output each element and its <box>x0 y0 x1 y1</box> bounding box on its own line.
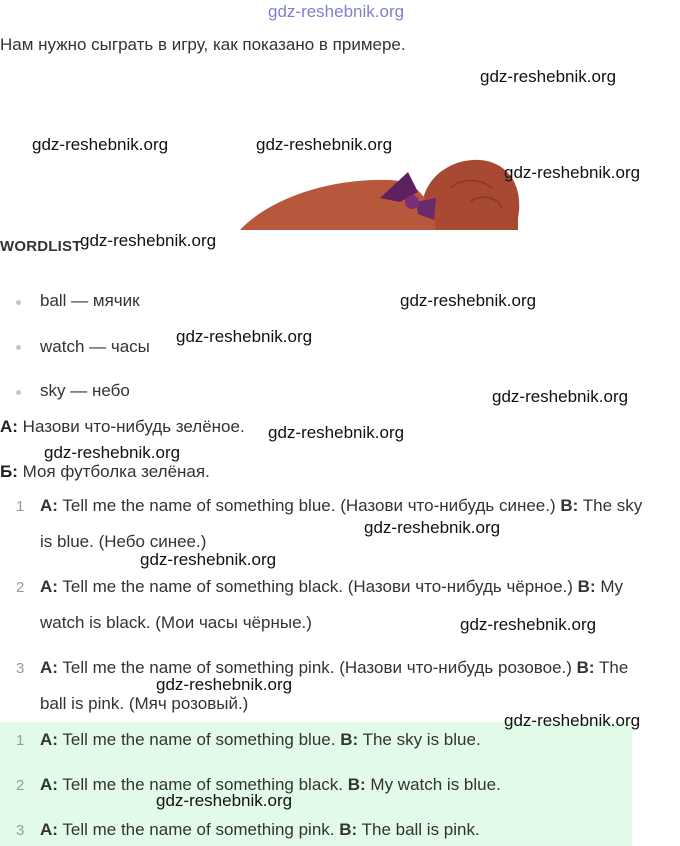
answer-number: 1 <box>16 732 25 749</box>
watermark: gdz-reshebnik.org <box>504 711 641 730</box>
girl-hair-illustration <box>240 158 522 230</box>
watermark: gdz-reshebnik.org <box>504 163 641 182</box>
exercise-number: 3 <box>16 660 25 677</box>
exercise-line <box>40 658 628 678</box>
speaker-b-label: B: <box>347 775 366 794</box>
speaker-a-label: A: <box>40 730 58 749</box>
exercise-text: The sky <box>578 496 643 515</box>
answer-text: Tell me the name of something pink. <box>57 820 340 839</box>
exercise-line-cont: ball is pink. (Мяч розовый.) <box>40 694 249 713</box>
exercise-text: Tell me the name of something black. (Назови что-нибудь чёрное.) <box>57 577 578 596</box>
bullet-icon <box>16 390 21 395</box>
speaker-a-label: A: <box>40 496 58 515</box>
watermark: gdz-reshebnik.org <box>268 423 405 442</box>
watermark: gdz-reshebnik.org <box>480 67 617 86</box>
speaker-b-label: B: <box>340 730 359 749</box>
example-b-text: Моя футболка зелёная. <box>17 462 210 481</box>
speaker-b-label: B: <box>339 820 358 839</box>
watermark: gdz-reshebnik.org <box>364 518 501 537</box>
watermark: gdz-reshebnik.org <box>32 135 169 154</box>
exercise-text: My <box>595 577 624 596</box>
answer-line <box>40 730 481 750</box>
exercise-text: Tell me the name of something pink. (Назови что-нибудь розовое.) <box>57 658 577 677</box>
speaker-a-label: A: <box>40 820 58 839</box>
exercise-line <box>40 577 623 597</box>
watermark: gdz-reshebnik.org <box>44 443 181 462</box>
bullet-icon <box>16 345 21 350</box>
speaker-a-label: A: <box>40 577 58 596</box>
watermark-top: gdz-reshebnik.org <box>268 2 405 21</box>
watermark: gdz-reshebnik.org <box>80 231 217 250</box>
answer-line <box>40 820 480 840</box>
speaker-b-label: Б: <box>0 462 18 481</box>
wordlist-item: ball — мячик <box>40 291 140 310</box>
exercise-number: 1 <box>16 498 25 515</box>
watermark: gdz-reshebnik.org <box>400 291 537 310</box>
wordlist-item: sky — небо <box>40 381 130 400</box>
wordlist-title: WORDLIST <box>0 238 82 255</box>
watermark: gdz-reshebnik.org <box>156 791 293 810</box>
speaker-b-label: B: <box>577 577 596 596</box>
intro-text: Нам нужно сыграть в игру, как показано в примере. <box>0 35 406 54</box>
speaker-b-label: B: <box>560 496 579 515</box>
answer-text: The ball is pink. <box>357 820 480 839</box>
example-a-text: Назови что-нибудь зелёное. <box>17 417 245 436</box>
speaker-b-label: B: <box>576 658 595 677</box>
exercise-line-cont: watch is black. (Мои часы чёрные.) <box>40 613 312 632</box>
exercise-line <box>40 496 642 516</box>
watermark: gdz-reshebnik.org <box>140 550 277 569</box>
example-line-b <box>0 462 210 482</box>
bullet-icon <box>16 300 21 305</box>
watermark: gdz-reshebnik.org <box>176 327 313 346</box>
wordlist-item: watch — часы <box>40 337 150 356</box>
watermark: gdz-reshebnik.org <box>256 135 393 154</box>
speaker-a-label: A: <box>40 658 58 677</box>
answer-text: Tell me the name of something black. <box>57 775 348 794</box>
watermark: gdz-reshebnik.org <box>460 615 597 634</box>
speaker-a-label: A: <box>40 775 58 794</box>
answer-text: The sky is blue. <box>358 730 481 749</box>
example-line-a <box>0 417 245 437</box>
exercise-line-cont: is blue. (Небо синее.) <box>40 532 207 551</box>
answer-text: Tell me the name of something blue. <box>57 730 341 749</box>
answer-number: 2 <box>16 777 25 794</box>
exercise-number: 2 <box>16 579 25 596</box>
exercise-text: Tell me the name of something blue. (Назови что-нибудь синее.) <box>57 496 561 515</box>
watermark: gdz-reshebnik.org <box>156 675 293 694</box>
speaker-a-label: А: <box>0 417 18 436</box>
answer-text: My watch is blue. <box>365 775 501 794</box>
watermark: gdz-reshebnik.org <box>492 387 629 406</box>
exercise-text: The <box>594 658 629 677</box>
answer-number: 3 <box>16 822 25 839</box>
